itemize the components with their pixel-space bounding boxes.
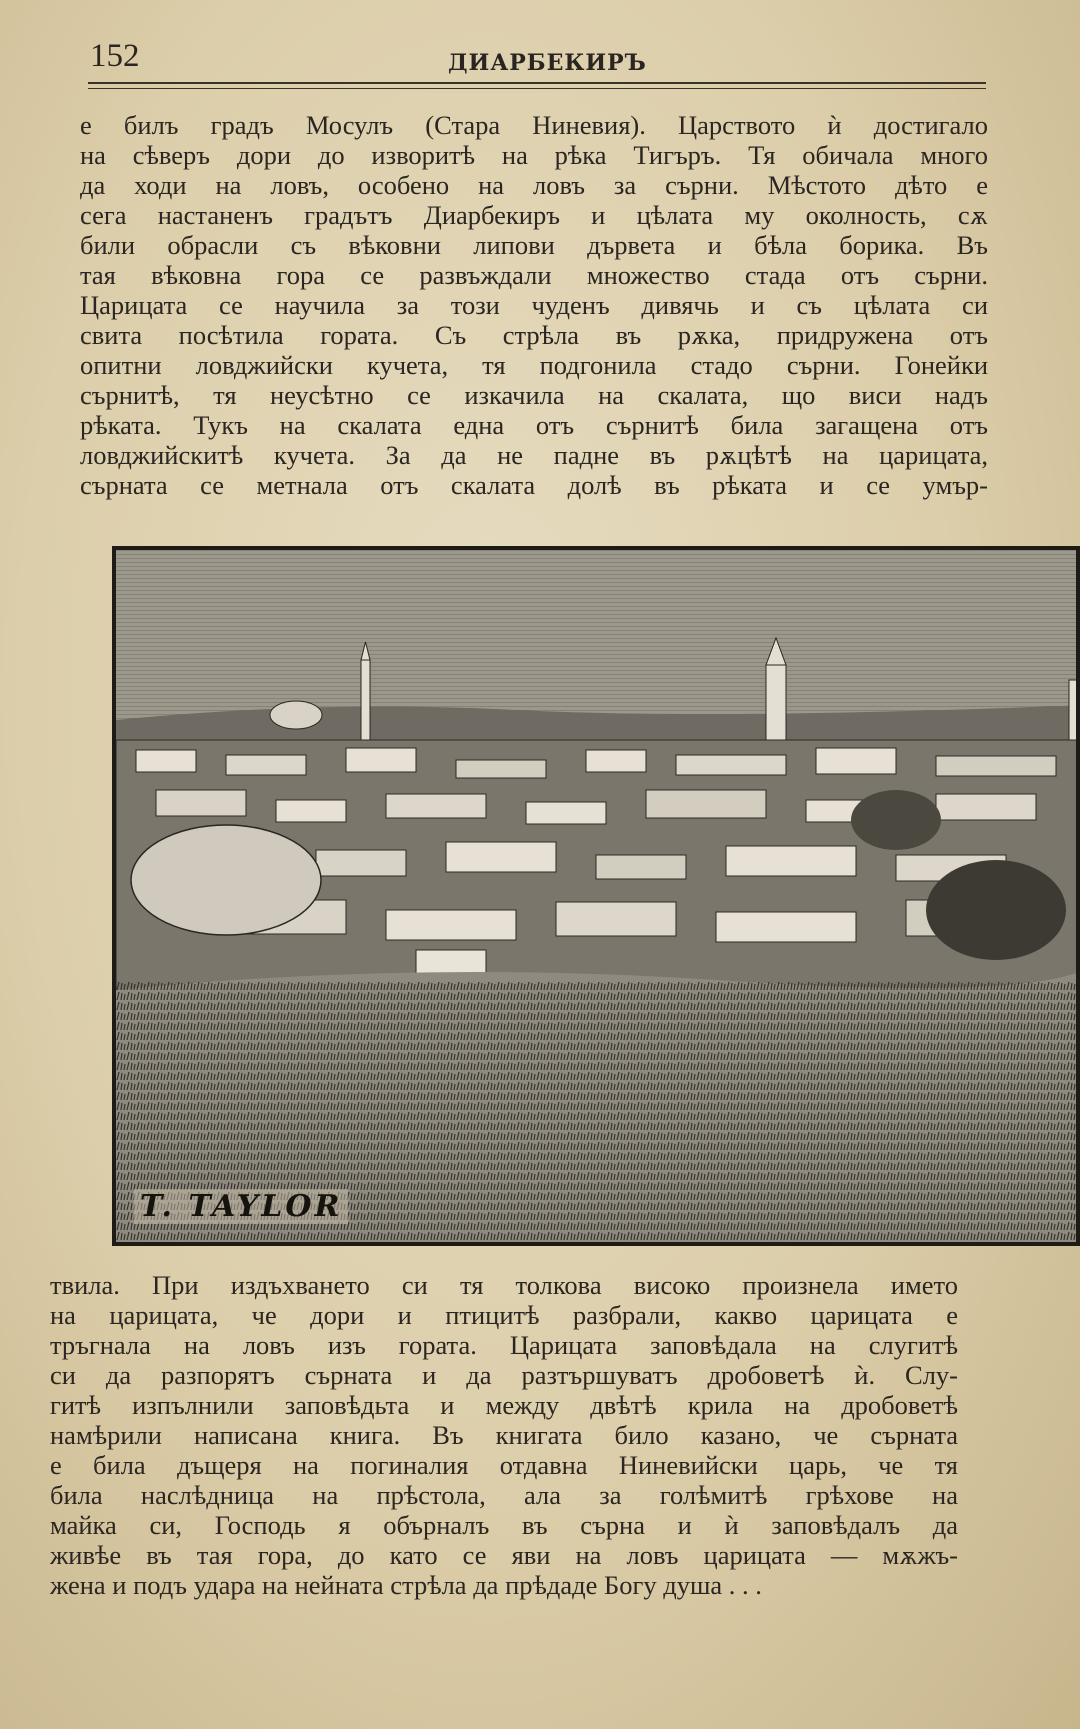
city-engraving [112, 546, 1080, 1246]
text-line: били обрасли съ вѣковни липови дървета и бѣла борика. Въ [80, 230, 988, 260]
text-line: тръгнала на ловъ изъ гората. Царицата заповѣдала на слугитѣ [50, 1330, 958, 1360]
text-line: е била дъщеря на погиналия отдавна Ниневийски царь, че тя [50, 1450, 958, 1480]
text-line: да ходи на ловъ, особено на ловъ за сърни. Мѣстото дѣто е [80, 170, 988, 200]
header-rule-thin [88, 88, 986, 89]
page-header [88, 38, 988, 78]
text-line: сърнитѣ, тя неусѣтно се изкачила на скалата, що виси надъ [80, 380, 988, 410]
text-line: сега настаненъ градътъ Диарбекиръ и цѣлата му околность, сѫ [80, 200, 988, 230]
city-panorama-drawing [116, 550, 1080, 1246]
text-line: е билъ градъ Мосулъ (Стара Ниневия). Царството ѝ достигало [80, 110, 988, 140]
engraver-signature: T. TAYLOR [134, 1189, 348, 1224]
text-line: гитѣ изпълнили заповѣдьта и между двѣтѣ крила на дробоветѣ [50, 1390, 958, 1420]
text-line: жена и подъ удара на нейната стрѣла да прѣдаде Богу душа . . . [50, 1570, 762, 1600]
text-line: намѣрили написана книга. Въ книгата било казано, че сърната [50, 1420, 958, 1450]
text-block-top [80, 110, 988, 500]
text-line: живѣе въ тая гора, до като се яви на ловъ царицата — мѫжъ- [50, 1540, 958, 1570]
header-rule-thick [88, 82, 986, 84]
text-line: ловджийскитѣ кучета. За да не падне въ рѫцѣтѣ на царицата, [80, 440, 988, 470]
text-line: си да разпорятъ сърната и да разтършуватъ дробоветѣ ѝ. Слу- [50, 1360, 958, 1390]
text-line: сърната се метнала отъ скалата долѣ въ рѣката и се умър- [80, 470, 988, 500]
text-line: твила. При издъхването си тя толкова високо произнела името [50, 1270, 958, 1300]
text-line: била наслѣдница на прѣстола, ала за голѣмитѣ грѣхове на [50, 1480, 958, 1510]
running-title: ДИАРБЕКИРЪ [448, 50, 647, 76]
text-line: майка си, Господь я обърналъ въ сърна и ѝ заповѣдалъ да [50, 1510, 958, 1540]
text-line: на царицата, че дори и птицитѣ разбрали, какво царицата е [50, 1300, 958, 1330]
text-line: на сѣверъ дори до изворитѣ на рѣка Тигъръ. Тя обичала много [80, 140, 988, 170]
page-number: 152 [90, 38, 140, 74]
text-block-bottom [50, 1270, 958, 1600]
text-line: опитни ловджийски кучета, тя подгонила стадо сърни. Гонейки [80, 350, 988, 380]
text-line: рѣката. Тукъ на скалата една отъ сърнитѣ била загащена отъ [80, 410, 988, 440]
text-line: тая вѣковна гора се развъждали множество стада отъ сърни. [80, 260, 988, 290]
text-line: Царицата се научила за този чуденъ дивячь и съ цѣлата си [80, 290, 988, 320]
text-line: свита посѣтила гората. Съ стрѣла въ рѫка, придружена отъ [80, 320, 988, 350]
